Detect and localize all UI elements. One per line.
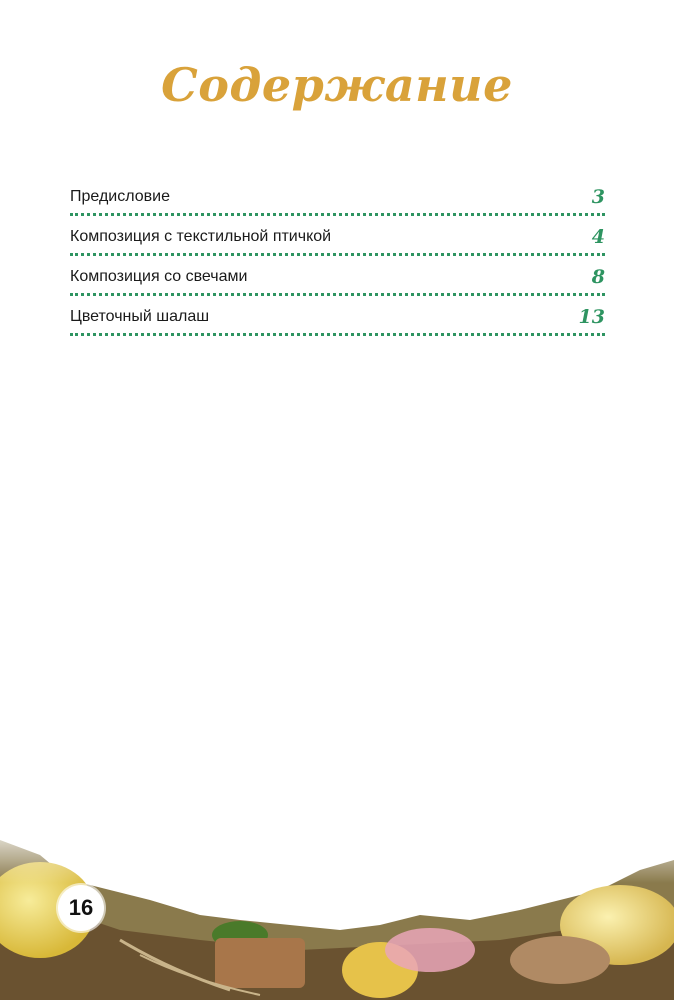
toc-entry-label: Композиция с текстильной птичкой bbox=[70, 228, 332, 245]
toc-entry-candles[interactable] bbox=[70, 256, 605, 296]
toc-entry-flower-hut[interactable] bbox=[70, 296, 605, 336]
toc-entry-page-number: 8 bbox=[591, 266, 605, 288]
toc-entry-page-number: 3 bbox=[591, 186, 605, 208]
table-of-contents bbox=[70, 176, 605, 336]
toc-entry-preface[interactable] bbox=[70, 176, 605, 216]
page-title: Содержание bbox=[161, 58, 513, 112]
toc-entry-label: Цветочный шалаш bbox=[70, 308, 210, 325]
toc-entry-textile-bird[interactable] bbox=[70, 216, 605, 256]
toc-entry-label: Композиция со свечами bbox=[70, 268, 248, 285]
page-number: 16 bbox=[58, 885, 104, 931]
toc-entry-page-number: 4 bbox=[591, 226, 605, 248]
toc-entry-label: Предисловие bbox=[70, 188, 170, 205]
toc-entry-page-number: 13 bbox=[578, 306, 605, 328]
